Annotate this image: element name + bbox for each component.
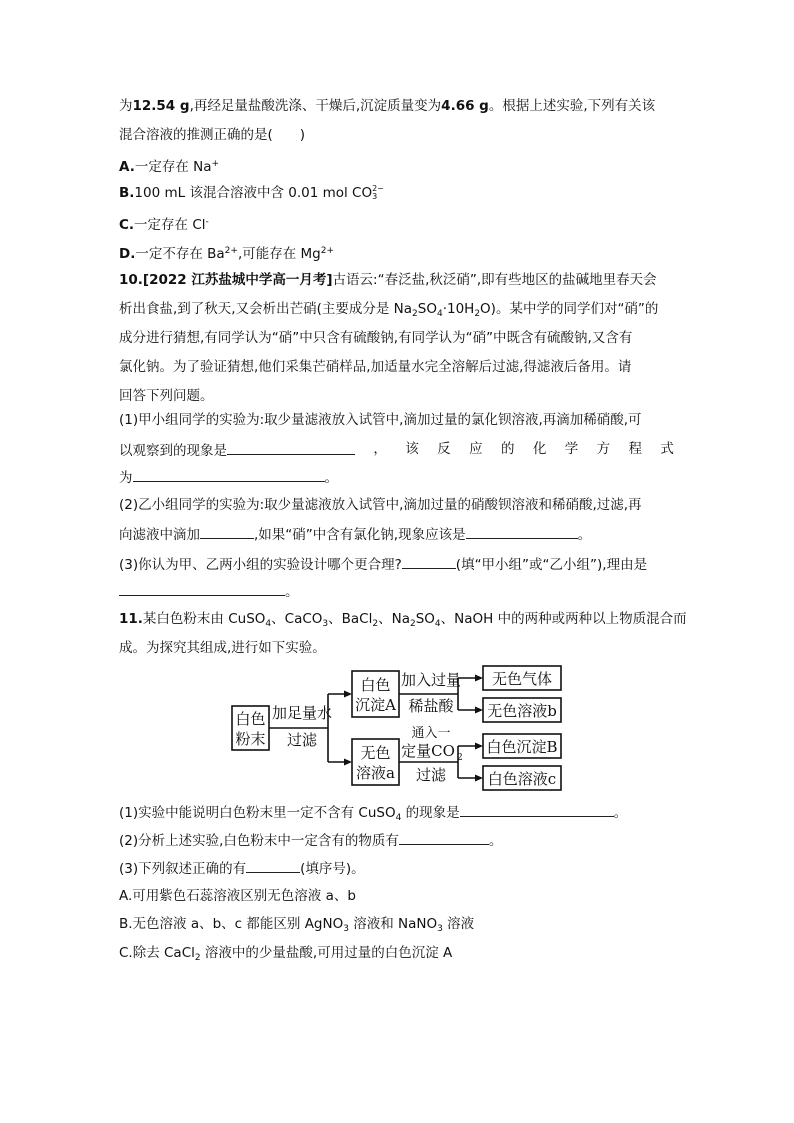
q9-continuation-line-2: 混合溶液的推测正确的是( ) [119,127,306,143]
q11-line-2: 成。为探究其组成,进行如下实验。 [119,640,326,656]
q10-line-1: 10.[2022 江苏盐城中学高一月考]古语云:“春泛盐,秋泛硝”,即有些地区的盐碱地里春天会 [119,272,657,288]
q11-part1: (1)实验中能说明白色粉末里一定不含有 CuSO$_4$ 的现象是 。 [119,801,627,828]
label-precip-a-line-2: 沉淀A [355,696,396,714]
answer-blank-expected-phenomenon[interactable] [466,523,578,539]
q9-option-c: C.一定存在 Cl- [119,217,209,233]
q11-part2: (2)分析上述实验,白色粉末中一定含有的物质有 。 [119,829,502,851]
answer-blank-cuso4-evidence[interactable] [460,801,614,817]
label-start-line-2: 粉末 [235,730,266,748]
experiment-flowchart [230,663,570,793]
q10-line-3: 成分进行猜想,有同学认为“硝”中只含有硫酸钠,有同学认为“硝”中既含有硫酸钠,又含有 [119,330,633,346]
label-pass-co2-line-1: 通入一 [411,726,451,741]
answer-blank-reason[interactable] [119,580,285,596]
label-start-line-1: 白色 [235,710,266,728]
answer-blank-equation[interactable] [133,466,325,482]
q9-continuation-line-1: 为12.54 g,再经足量盐酸洗涤、干燥后,沉淀质量变为4.66 g。根据上述实验,下列有关该 [119,98,656,114]
answer-blank-phenomenon[interactable] [227,439,355,455]
q11-option-b: B.无色溶液 a、b、c 都能区别 AgNO$_3$ 溶液和 NaNO$_3$ 溶液 [119,916,475,934]
label-filter-2: 过滤 [415,766,447,784]
label-sol-a-line-1: 无色 [360,744,391,762]
answer-blank-correct-options[interactable] [246,857,300,873]
q10-number: 10. [119,272,143,288]
q10-part2-line-1: (2)乙小组同学的实验为:取少量滤液放入试管中,滴加过量的硝酸钡溶液和稀硝酸,过滤,再 [119,497,642,513]
arrowhead [475,675,483,682]
arrowhead [475,707,483,714]
q9-option-d: D.一定不存在 $Ba^{2+}$,可能存在 $Mg^{2+}$ [119,246,335,262]
q10-part1-line-1: (1)甲小组同学的实验为:取少量滤液放入试管中,滴加过量的氯化钡溶液,再滴加稀硝酸,可 [119,412,642,428]
answer-blank-reagent[interactable] [200,523,254,539]
label-pass-co2-line-2: 定量CO [401,742,455,760]
answer-blank-definite-substances[interactable] [399,829,489,845]
label-sol-a-line-2: 溶液a [356,764,395,782]
arrowhead [475,743,483,750]
label-co2-subscript: 2 [457,753,463,763]
label-filter-1: 过滤 [286,731,318,749]
q9-option-a: A.一定存在 Na+ [119,159,220,175]
q10-part3-line-1: (3)你认为甲、乙两小组的实验设计哪个更合理? (填“甲小组”或“乙小组”),理由是 [119,553,647,575]
label-white-solution-c: 白色溶液c [487,770,557,788]
q11-part3: (3)下列叙述正确的有 (填序号)。 [119,857,365,879]
label-precip-a-line-1: 白色 [360,676,391,694]
q11-line-1: 11.某白色粉末由 CuSO$_4$、CaCO$_3$、BaCl$_2$、$Na_2SO_4$、NaOH 中的两种或两种以上物质混合而 [119,611,687,629]
label-add-water: 加足量水 [271,704,333,722]
q10-part1-line-2: 以观察到的现象是 ， 该 反 应 的 化 学 方 程 式 [119,441,674,459]
label-dilute-hcl: 稀盐酸 [408,697,454,715]
q9-option-b: B.100 mL 该混合溶液中含 0.01 mol CO2− 3 [119,184,384,201]
q10-line-2: 析出食盐,到了秋天,又会析出芒硝(主要成分是 $Na_2SO_4\cdot 10H_2O$)。某中学的同学们对“硝”的 [119,301,659,319]
q10-part1-line-3: 为 。 [119,466,338,488]
label-add-acid: 加入过量 [400,671,462,689]
label-colorless-solution-b: 无色溶液b [487,702,557,720]
q10-line-5: 回答下列问题。 [119,388,214,404]
q11-number: 11. [119,611,143,627]
q10-source: [2022 江苏盐城中学高一月考] [142,272,333,288]
label-colorless-gas: 无色气体 [491,670,553,688]
q11-option-a: A.可用紫色石蕊溶液区别无色溶液 a、b [119,888,356,904]
arrowhead [475,775,483,782]
q10-line-4: 氯化钠。为了验证猜想,他们采集芒硝样品,加适量水完全溶解后过滤,得滤液后备用。请 [119,359,632,375]
q10-part3-line-2: 。 [119,580,299,602]
q11-option-c: C.除去 CaCl$_2$ 溶液中的少量盐酸,可用过量的白色沉淀 A [119,945,453,963]
q10-part2-line-2: 向滤液中滴加 ,如果“硝”中含有氯化钠,现象应该是 。 [119,523,591,545]
arrowhead [344,759,352,766]
label-white-precipitate-b: 白色沉淀B [486,738,558,756]
arrowhead [344,691,352,698]
answer-blank-better-group[interactable] [402,553,456,569]
